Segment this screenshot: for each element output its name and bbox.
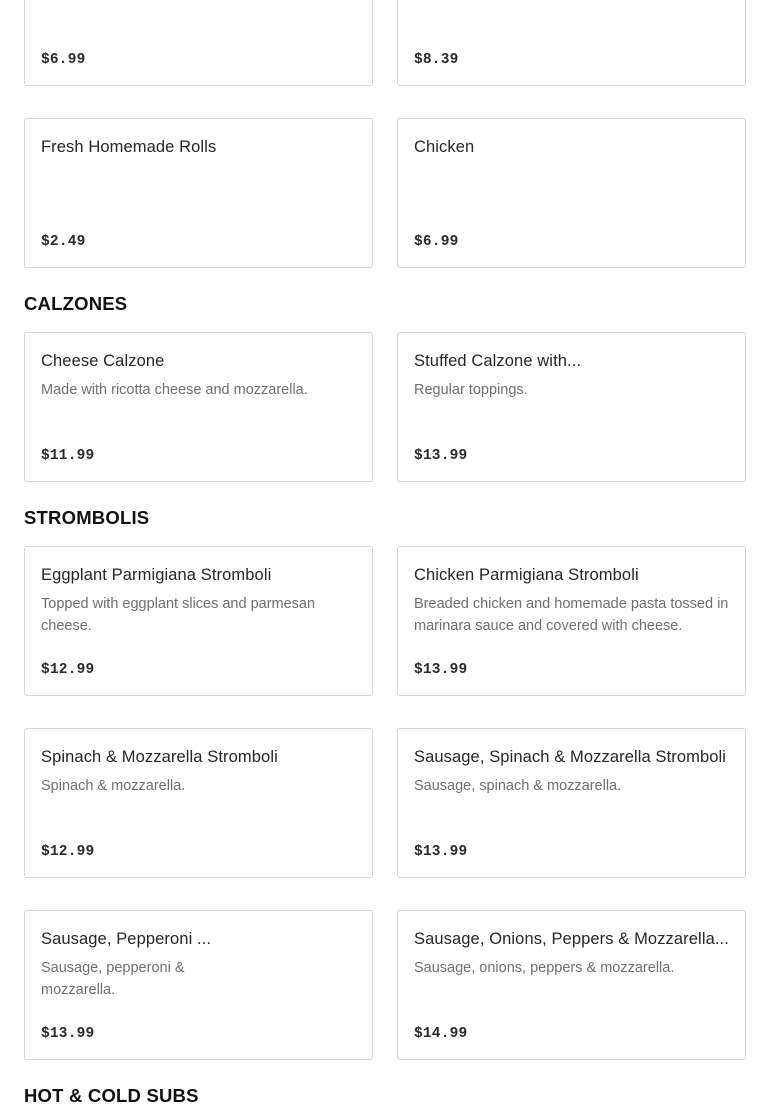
item-price: $2.49	[41, 234, 86, 250]
item-name: Chicken Parmigiana Stromboli	[414, 566, 639, 584]
item-description: Made with ricotta cheese and mozzarella.	[41, 382, 308, 398]
section-heading-calzones: CALZONES	[24, 293, 128, 314]
menu-item-card[interactable]	[24, 546, 373, 696]
item-name: Cheese Calzone	[41, 352, 165, 370]
item-name: Sausage, Pepperoni ...	[41, 930, 212, 948]
item-description: Topped with eggplant slices and parmesan cheese.	[41, 596, 316, 634]
item-price: $12.99	[41, 662, 95, 678]
item-description: Sausage, onions, peppers & mozzarella.	[414, 960, 675, 976]
item-price: $13.99	[414, 662, 468, 678]
menu-item-card[interactable]	[24, 728, 373, 878]
menu-item-card[interactable]	[397, 728, 746, 878]
menu-item-card[interactable]	[24, 118, 373, 268]
item-name: Spinach & Mozzarella Stromboli	[41, 748, 278, 766]
menu-item-card[interactable]	[397, 0, 746, 86]
section-heading-strombolis: STROMBOLIS	[24, 507, 150, 528]
item-name: Eggplant Parmigiana Stromboli	[41, 566, 272, 584]
item-name: Stuffed Calzone with...	[414, 352, 582, 370]
menu-item-card[interactable]	[24, 910, 373, 1060]
item-price: $6.99	[41, 52, 86, 68]
item-name: Chicken	[414, 138, 475, 156]
item-description: Regular toppings.	[414, 382, 528, 398]
item-name: Fresh Homemade Rolls	[41, 138, 217, 156]
item-description: Spinach & mozzarella.	[41, 778, 186, 794]
item-name: Sausage, Onions, Peppers & Mozzarella...	[414, 930, 729, 948]
item-description: Breaded chicken and homemade pasta tossed in marinara sauce and covered with cheese.	[414, 596, 729, 634]
item-name: Sausage, Spinach & Mozzarella Stromboli	[414, 748, 727, 766]
item-price: $14.99	[414, 1026, 468, 1042]
item-price: $8.39	[414, 52, 459, 68]
item-price: $13.99	[41, 1026, 95, 1042]
item-description: Sausage, pepperoni & mozzarella.	[41, 960, 185, 998]
menu-item-card[interactable]	[397, 546, 746, 696]
item-price: $13.99	[414, 844, 468, 860]
item-price: $11.99	[41, 448, 95, 464]
item-price: $6.99	[414, 234, 459, 250]
menu-item-card[interactable]	[397, 910, 746, 1060]
section-heading-subs: HOT & COLD SUBS	[24, 1085, 199, 1106]
menu-item-card[interactable]	[397, 118, 746, 268]
item-price: $12.99	[41, 844, 95, 860]
item-price: $13.99	[414, 448, 468, 464]
menu-item-card[interactable]	[24, 0, 373, 86]
menu-item-card[interactable]	[24, 332, 373, 482]
item-description: Sausage, spinach & mozzarella.	[414, 778, 622, 794]
menu-item-card[interactable]	[397, 332, 746, 482]
